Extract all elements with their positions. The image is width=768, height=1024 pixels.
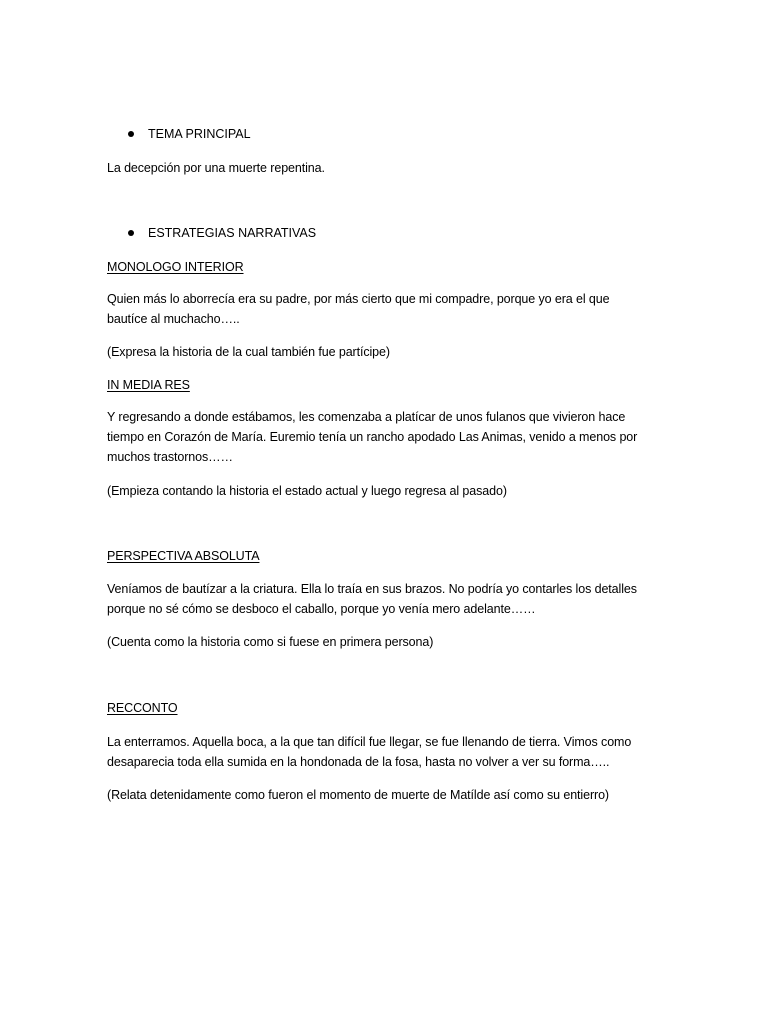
perspectiva-line-1: Veníamos de bautízar a la criatura. Ella lo traía en sus brazos. No podría yo contarles los detalles — [107, 582, 637, 596]
perspectiva-line-2: porque no sé cómo se desboco el caballo, porque yo venía mero adelante…… — [107, 602, 536, 616]
recconto-heading: RECCONTO — [107, 701, 178, 715]
in-media-res-line-3: muchos trastornos…… — [107, 450, 233, 464]
bullet-heading: ESTRATEGIAS NARRATIVAS — [148, 226, 317, 240]
tema-principal-text: La decepción por una muerte repentina. — [107, 161, 325, 175]
monologo-line-1: Quien más lo aborrecía era su padre, por más cierto que mi compadre, porque yo era el que — [107, 292, 610, 306]
in-media-res-heading: IN MEDIA RES — [107, 378, 190, 392]
recconto-line-2: desaparecia toda ella sumida en la hondonada de la fosa, hasta no volver a ver su forma….. — [107, 755, 610, 769]
recconto-line-1: La enterramos. Aquella boca, a la que tan difícil fue llegar, se fue llenando de tierra. Vimos como — [107, 735, 632, 749]
recconto-note: (Relata detenidamente como fueron el momento de muerte de Matílde así como su entierro) — [107, 788, 609, 802]
in-media-res-note: (Empieza contando la historia el estado actual y luego regresa al pasado) — [107, 484, 507, 498]
bullet-heading: TEMA PRINCIPAL — [148, 127, 251, 141]
monologo-line-2: bautíce al muchacho….. — [107, 312, 240, 326]
monologo-heading: MONOLOGO INTERIOR — [107, 260, 244, 274]
monologo-note: (Expresa la historia de la cual también fue partícipe) — [107, 345, 390, 359]
bullet-icon — [128, 230, 134, 236]
bullet-item-tema-principal — [128, 125, 251, 144]
perspectiva-heading: PERSPECTIVA ABSOLUTA — [107, 549, 260, 563]
bullet-icon — [128, 131, 134, 137]
bullet-item-estrategias-narrativas — [128, 224, 316, 243]
in-media-res-line-2: tiempo en Corazón de María. Euremio tenía un rancho apodado Las Animas, venido a menos por — [107, 430, 638, 444]
perspectiva-note: (Cuenta como la historia como si fuese en primera persona) — [107, 635, 434, 649]
in-media-res-line-1: Y regresando a donde estábamos, les comenzaba a platícar de unos fulanos que vivieron hace — [107, 410, 626, 424]
